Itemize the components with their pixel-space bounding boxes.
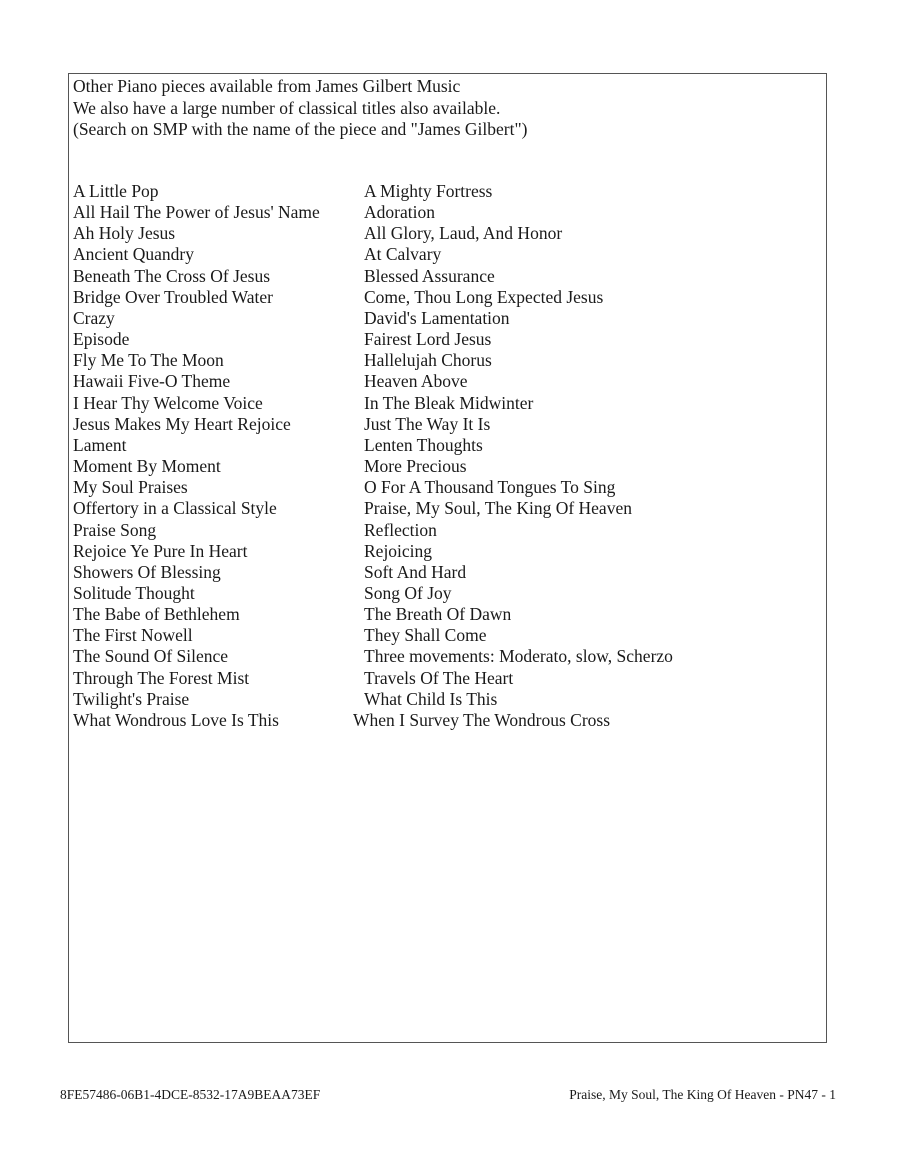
title-item: David's Lamentation: [364, 307, 510, 328]
intro-text: [73, 76, 527, 141]
title-item: Come, Thou Long Expected Jesus: [364, 286, 604, 307]
title-item: Fairest Lord Jesus: [364, 329, 492, 350]
title-item: Soft And Hard: [364, 561, 467, 582]
title-item: What Child Is This: [364, 688, 498, 709]
title-item: More Precious: [364, 456, 467, 477]
title-item: Rejoicing: [364, 540, 433, 561]
title-item: The Babe of Bethlehem: [73, 604, 240, 625]
title-item: O For A Thousand Tongues To Sing: [364, 477, 616, 498]
title-item: Solitude Thought: [73, 582, 195, 603]
title-item: When I Survey The Wondrous Cross: [353, 709, 611, 730]
title-item: Ah Holy Jesus: [73, 223, 176, 244]
title-item: Moment By Moment: [73, 456, 221, 477]
title-item: Reflection: [364, 519, 437, 540]
title-item: Bridge Over Troubled Water: [73, 286, 273, 307]
intro-line-3: (Search on SMP with the name of the piece and "James Gilbert"): [73, 119, 528, 139]
title-item: Lenten Thoughts: [364, 434, 483, 455]
left-title-list: [73, 181, 320, 731]
title-item: In The Bleak Midwinter: [364, 392, 534, 413]
title-item: Praise Song: [73, 519, 157, 540]
intro-line-1: Other Piano pieces available from James Gilbert Music: [73, 76, 461, 96]
title-item: The Sound Of Silence: [73, 646, 229, 667]
title-item: Rejoice Ye Pure In Heart: [73, 540, 248, 561]
title-item: Crazy: [73, 307, 115, 328]
title-item: Three movements: Moderato, slow, Scherzo: [364, 646, 673, 667]
title-item: Twilight's Praise: [73, 688, 190, 709]
catalog-box: [68, 73, 827, 1043]
title-item: Offertory in a Classical Style: [73, 498, 277, 519]
title-item: Praise, My Soul, The King Of Heaven: [364, 498, 632, 519]
intro-line-2: We also have a large number of classical titles also available.: [73, 97, 501, 118]
title-item: All Glory, Laud, And Honor: [364, 223, 563, 244]
title-item: Episode: [73, 329, 130, 350]
title-item: The Breath Of Dawn: [364, 604, 512, 625]
title-item: Adoration: [364, 202, 435, 223]
title-item: Song Of Joy: [364, 582, 452, 603]
title-item: My Soul Praises: [73, 477, 188, 498]
title-item: What Wondrous Love Is This: [73, 709, 279, 730]
title-item: They Shall Come: [364, 625, 487, 646]
title-item: Blessed Assurance: [364, 265, 495, 286]
title-item: Hawaii Five-O Theme: [73, 371, 231, 392]
title-item: The First Nowell: [73, 625, 193, 646]
footer-page-label: Praise, My Soul, The King Of Heaven - PN47 - 1: [569, 1087, 836, 1102]
title-item: A Mighty Fortress: [364, 181, 493, 201]
title-item: Fly Me To The Moon: [73, 350, 224, 371]
title-item: A Little Pop: [73, 181, 159, 201]
title-item: Through The Forest Mist: [73, 667, 250, 688]
title-item: Jesus Makes My Heart Rejoice: [73, 413, 291, 434]
title-item: At Calvary: [364, 244, 442, 265]
title-item: Showers Of Blessing: [73, 561, 221, 582]
title-item: Just The Way It Is: [364, 413, 491, 434]
title-item: Beneath The Cross Of Jesus: [73, 265, 271, 286]
title-item: Hallelujah Chorus: [364, 350, 492, 371]
title-item: Lament: [73, 434, 127, 455]
footer-document-id: 8FE57486-06B1-4DCE-8532-17A9BEAA73EF: [60, 1087, 321, 1102]
title-item: Ancient Quandry: [73, 244, 195, 265]
title-item: Travels Of The Heart: [364, 667, 514, 688]
title-item: All Hail The Power of Jesus' Name: [73, 202, 320, 223]
title-item: I Hear Thy Welcome Voice: [73, 392, 263, 413]
title-item: Heaven Above: [364, 371, 468, 392]
right-title-list: [353, 181, 673, 731]
